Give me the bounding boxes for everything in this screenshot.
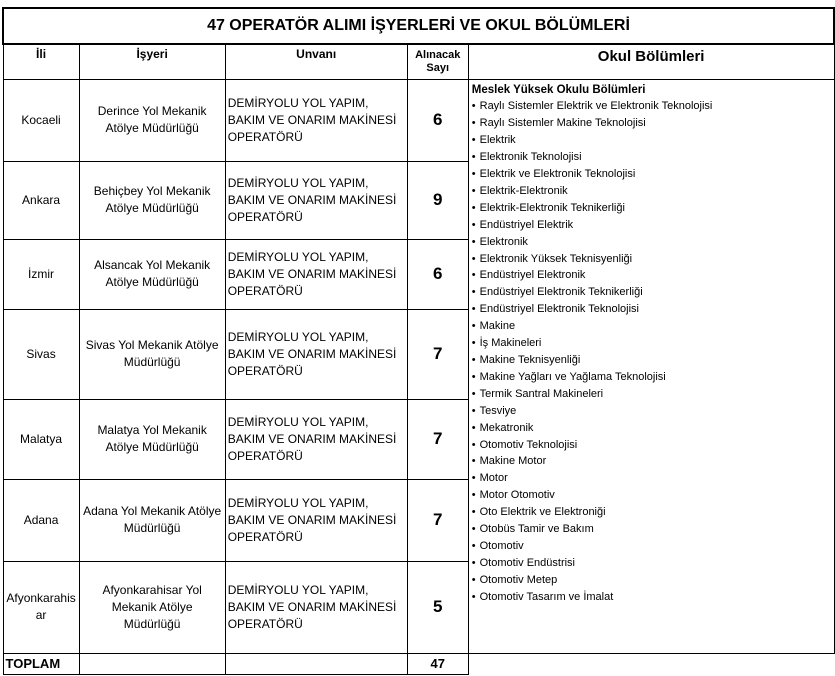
cell-unvan: DEMİRYOLU YOL YAPIM, BAKIM VE ONARIM MAKİNESİ OPERATÖRÜ [225, 79, 407, 161]
list-item: • Elektrik [472, 132, 834, 149]
total-row [3, 653, 834, 674]
list-item: • Raylı Sistemler Elektrik ve Elektronik Teknolojisi [472, 98, 834, 115]
cell-isyeri: Behiçbey Yol Mekanik Atölye Müdürlüğü [79, 161, 225, 239]
cell-il: Ankara [3, 161, 79, 239]
cell-isyeri: Alsancak Yol Mekanik Atölye Müdürlüğü [79, 239, 225, 309]
list-item: • Oto Elektrik ve Elektroniği [472, 504, 834, 521]
list-item: • Termik Santral Makineleri [472, 386, 834, 403]
cell-sayi: 7 [407, 309, 468, 399]
cell-unvan: DEMİRYOLU YOL YAPIM, BAKIM VE ONARIM MAKİNESİ OPERATÖRÜ [225, 399, 407, 479]
header-okul-bolumleri: Okul Bölümleri [468, 44, 834, 79]
cell-sayi: 6 [407, 79, 468, 161]
cell-il: Sivas [3, 309, 79, 399]
list-item: • Endüstriyel Elektronik Teknolojisi [472, 301, 834, 318]
list-item: • Elektrik-Elektronik Teknikerliği [472, 200, 834, 217]
list-item: • Otomotiv [472, 538, 834, 555]
list-item: • Elektronik [472, 234, 834, 251]
list-item: • Makine Yağları ve Yağlama Teknolojisi [472, 369, 834, 386]
cell-il: Adana [3, 479, 79, 561]
list-item: • Otomotiv Tasarım ve İmalat [472, 589, 834, 606]
cell-unvan: DEMİRYOLU YOL YAPIM, BAKIM VE ONARIM MAKİNESİ OPERATÖRÜ [225, 479, 407, 561]
cell-il: Afyonkarahisar [3, 561, 79, 653]
list-item: • Elektrik-Elektronik [472, 183, 834, 200]
cell-isyeri: Adana Yol Mekanik Atölye Müdürlüğü [79, 479, 225, 561]
list-item: • Tesviye [472, 403, 834, 420]
cell-unvan: DEMİRYOLU YOL YAPIM, BAKIM VE ONARIM MAKİNESİ OPERATÖRÜ [225, 239, 407, 309]
total-empty-cell [225, 653, 407, 674]
cell-unvan: DEMİRYOLU YOL YAPIM, BAKIM VE ONARIM MAKİNESİ OPERATÖRÜ [225, 561, 407, 653]
list-item: • Mekatronik [472, 420, 834, 437]
cell-isyeri: Sivas Yol Mekanik Atölye Müdürlüğü [79, 309, 225, 399]
cell-isyeri: Afyonkarahisar Yol Mekanik Atölye Müdürlüğü [79, 561, 225, 653]
total-value: 47 [407, 653, 468, 674]
header-unvani: Unvanı [225, 44, 407, 79]
list-item: • Raylı Sistemler Makine Teknolojisi [472, 115, 834, 132]
header-isyeri: İşyeri [79, 44, 225, 79]
list-item: • Motor [472, 470, 834, 487]
list-item: • Otomotiv Endüstrisi [472, 555, 834, 572]
list-item: • Endüstriyel Elektronik [472, 267, 834, 284]
total-label: TOPLAM [3, 653, 79, 674]
cell-sayi: 5 [407, 561, 468, 653]
list-item: • Makine Motor [472, 453, 834, 470]
cell-sayi: 7 [407, 479, 468, 561]
total-empty-cell [79, 653, 225, 674]
cell-il: Kocaeli [3, 79, 79, 161]
cell-isyeri: Derince Yol Mekanik Atölye Müdürlüğü [79, 79, 225, 161]
list-item: • Otobüs Tamir ve Bakım [472, 521, 834, 538]
list-item: • Motor Otomotiv [472, 487, 834, 504]
list-item: • Makine Teknisyenliği [472, 352, 834, 369]
school-list [472, 98, 834, 605]
list-item: • Makine [472, 318, 834, 335]
recruitment-table [2, 7, 835, 675]
table-title: 47 OPERATÖR ALIMI İŞYERLERİ VE OKUL BÖLÜMLERİ [3, 8, 834, 44]
header-alinacak-sayi: Alınacak Sayı [407, 44, 468, 79]
list-item: • Otomotiv Metep [472, 572, 834, 589]
cell-sayi: 6 [407, 239, 468, 309]
cell-unvan: DEMİRYOLU YOL YAPIM, BAKIM VE ONARIM MAKİNESİ OPERATÖRÜ [225, 309, 407, 399]
cell-il: İzmir [3, 239, 79, 309]
cell-unvan: DEMİRYOLU YOL YAPIM, BAKIM VE ONARIM MAKİNESİ OPERATÖRÜ [225, 161, 407, 239]
cell-isyeri: Malatya Yol Mekanik Atölye Müdürlüğü [79, 399, 225, 479]
list-item: • Endüstriyel Elektrik [472, 217, 834, 234]
header-il: İli [3, 44, 79, 79]
cell-sayi: 9 [407, 161, 468, 239]
list-item: • Elektronik Teknolojisi [472, 149, 834, 166]
school-title: Meslek Yüksek Okulu Bölümleri [471, 83, 646, 96]
list-item: • İş Makineleri [472, 335, 834, 352]
list-item: • Endüstriyel Elektronik Teknikerliği [472, 284, 834, 301]
total-blank [468, 653, 834, 674]
cell-il: Malatya [3, 399, 79, 479]
list-item: • Elektrik ve Elektronik Teknolojisi [472, 166, 834, 183]
list-item: • Otomotiv Teknolojisi [472, 437, 834, 454]
cell-sayi: 7 [407, 399, 468, 479]
school-departments [468, 79, 834, 653]
list-item: • Elektronik Yüksek Teknisyenliği [472, 251, 834, 268]
table-row [3, 79, 834, 161]
